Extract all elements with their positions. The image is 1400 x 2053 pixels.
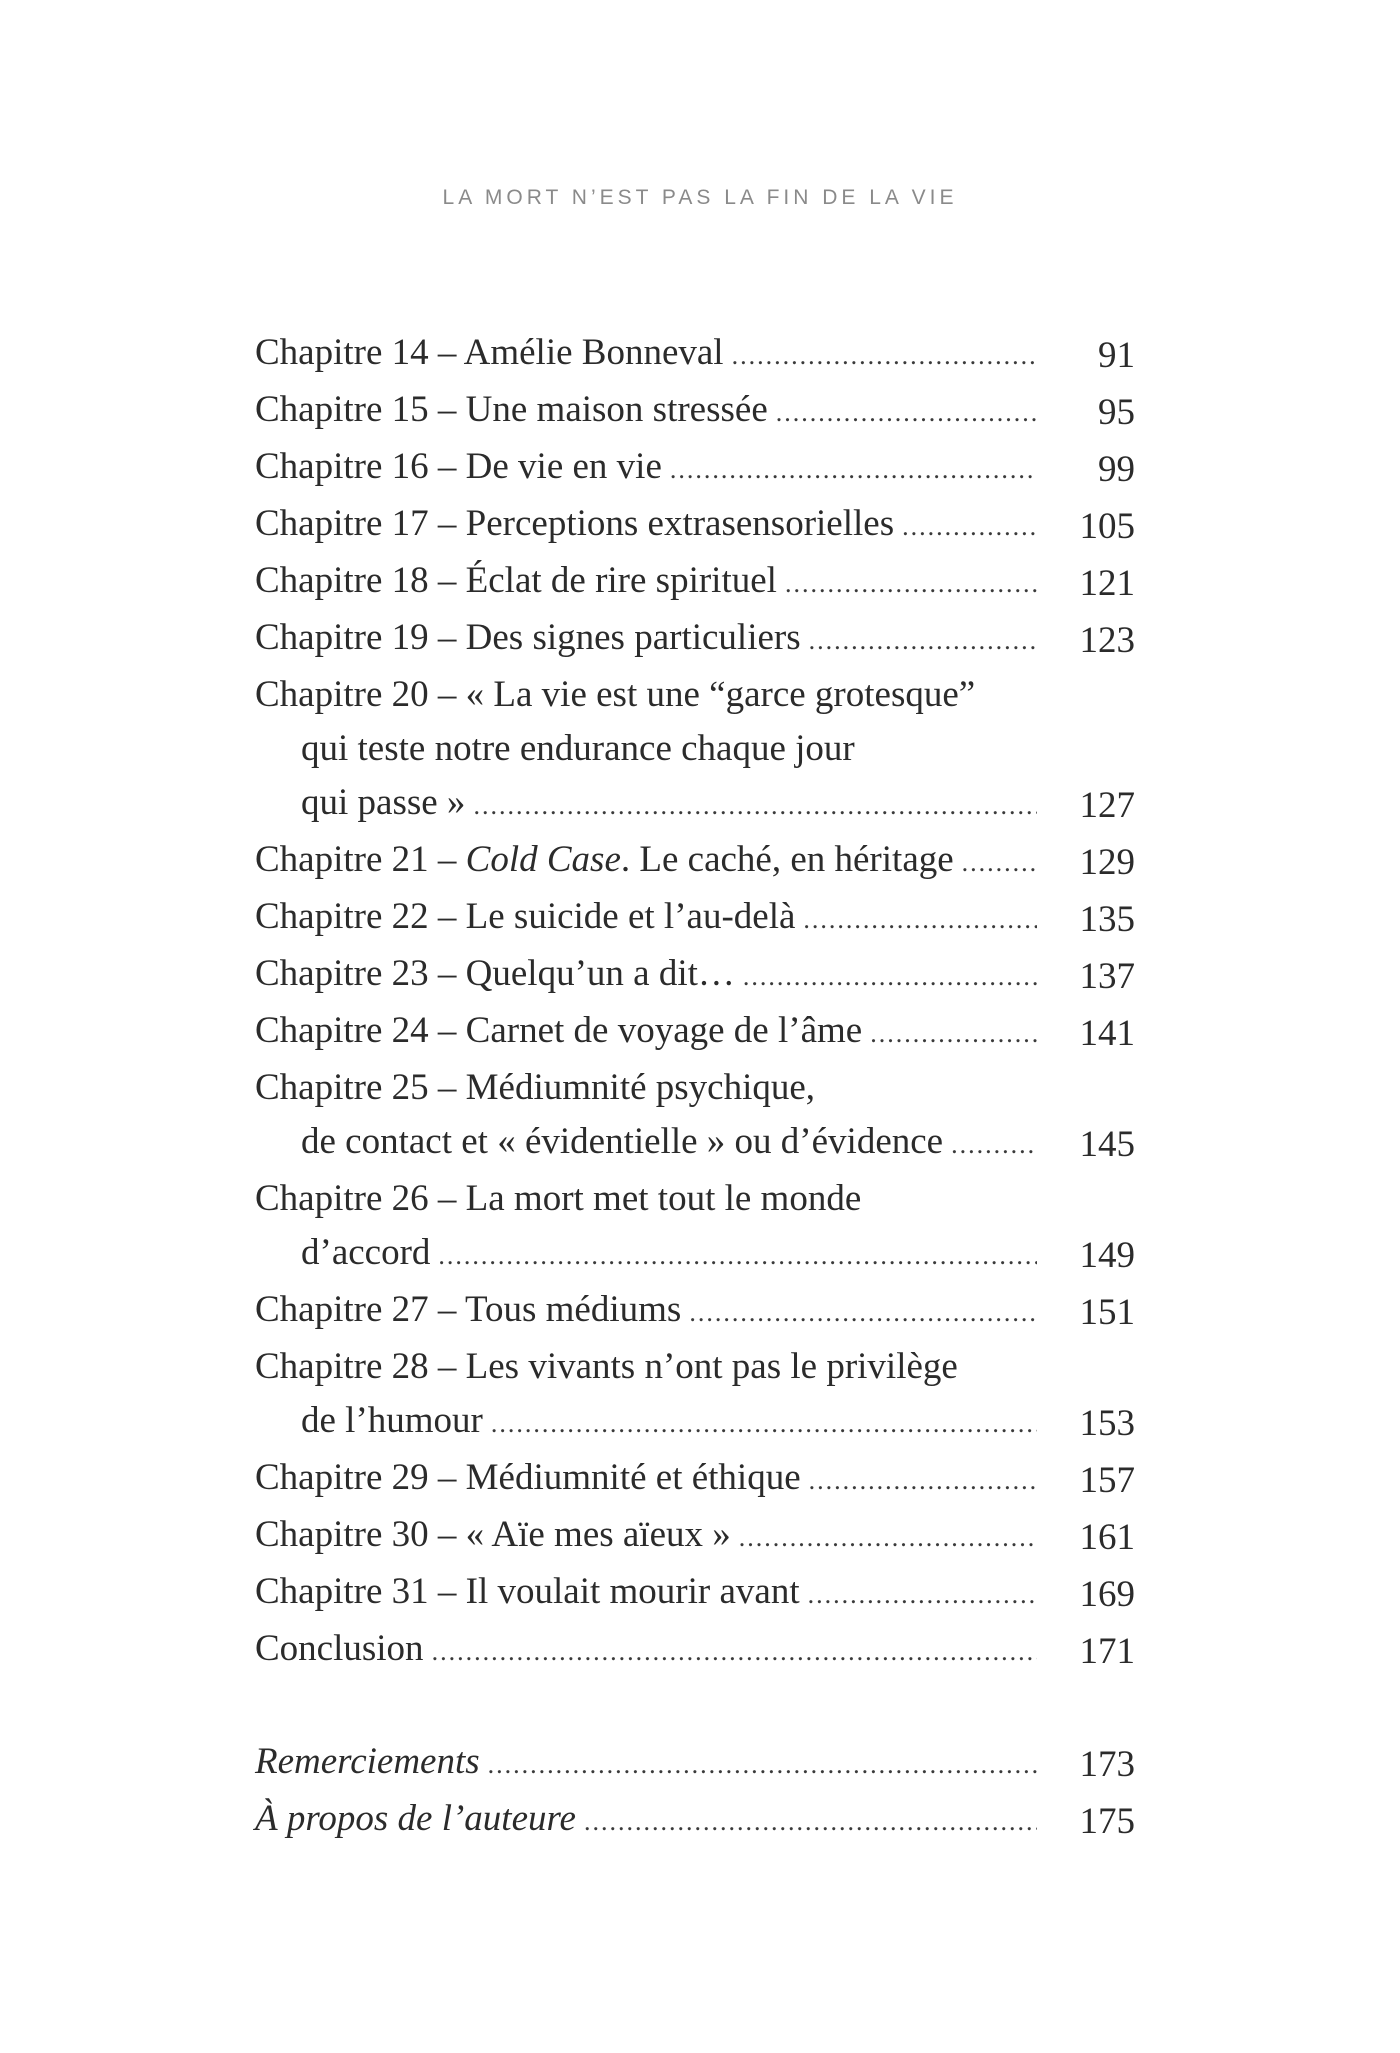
dot-leader — [809, 614, 1037, 668]
toc-entry-chapter-25[interactable] — [255, 1061, 1135, 1172]
dot-leader — [432, 1625, 1037, 1679]
toc-entry-chapter-26[interactable] — [255, 1172, 1135, 1283]
toc-entry-chapter-31[interactable] — [255, 1565, 1135, 1622]
toc-entry-label: Remerciements — [255, 1741, 480, 1782]
toc-entry-label-continued: d’accord — [301, 1232, 431, 1273]
dot-leader — [902, 500, 1037, 554]
toc-page-number: 95 — [1098, 392, 1135, 433]
toc-page-number: 129 — [1079, 842, 1135, 883]
toc-entry-label: Chapitre 16 – De vie en vie — [255, 446, 662, 487]
toc-entry-chapter-15[interactable] — [255, 383, 1135, 440]
toc-page-number: 99 — [1098, 449, 1135, 490]
toc-page-number: 127 — [1079, 785, 1135, 826]
dot-leader — [670, 443, 1037, 497]
dot-leader — [438, 1229, 1037, 1283]
toc-page-number: 91 — [1098, 335, 1135, 376]
toc-entry-label: Conclusion — [255, 1628, 424, 1669]
toc-page-number: 173 — [1079, 1744, 1135, 1785]
toc-entry-chapter-16[interactable] — [255, 440, 1135, 497]
toc-entry-label: Chapitre 18 – Éclat de rire spirituel — [255, 560, 777, 601]
dot-leader — [870, 1007, 1037, 1061]
toc-entry-chapter-27[interactable] — [255, 1283, 1135, 1340]
toc-entry-label: Chapitre 24 – Carnet de voyage de l’âme — [255, 1010, 863, 1051]
toc-entry-chapter-30[interactable] — [255, 1508, 1135, 1565]
toc-entry-label-continued: de l’humour — [301, 1400, 483, 1441]
toc-entry-chapter-19[interactable] — [255, 611, 1135, 668]
dot-leader — [809, 1454, 1037, 1508]
toc-entry-label: Chapitre 22 – Le suicide et l’au-delà — [255, 896, 796, 937]
dot-leader — [743, 950, 1037, 1004]
toc-page-number: 135 — [1079, 899, 1135, 940]
toc-entry-label-suffix: . Le caché, en héritage — [620, 839, 954, 880]
toc-entry-label: Chapitre 15 – Une maison stressée — [255, 389, 768, 430]
toc-entry-label-italic: Cold Case — [465, 839, 621, 880]
dot-leader — [689, 1286, 1037, 1340]
toc-entry-label: Chapitre 25 – Médiumnité psychique, — [255, 1067, 816, 1108]
toc-page-number: 141 — [1079, 1013, 1135, 1054]
toc-entry-label-continued: de contact et « évidentielle » ou d’évidence — [301, 1121, 944, 1162]
toc-entry-label: À propos de l’auteure — [255, 1798, 576, 1839]
dot-leader — [962, 836, 1037, 890]
toc-entry-label: Chapitre 23 – Quelqu’un a dit… — [255, 953, 735, 994]
toc-page-number: 153 — [1079, 1403, 1135, 1444]
section-gap — [255, 1679, 1135, 1735]
toc-entry-label: Chapitre 30 – « Aïe mes aïeux » — [255, 1514, 731, 1555]
dot-leader — [584, 1795, 1037, 1849]
dot-leader — [739, 1511, 1037, 1565]
dot-leader — [803, 893, 1037, 947]
toc-entry-chapter-23[interactable] — [255, 947, 1135, 1004]
toc-entry-chapter-24[interactable] — [255, 1004, 1135, 1061]
toc-entry-label: Chapitre 26 – La mort met tout le monde — [255, 1178, 862, 1219]
table-of-contents — [255, 326, 1135, 1849]
toc-entry-chapter-21[interactable] — [255, 833, 1135, 890]
dot-leader — [473, 779, 1037, 833]
toc-entry-chapter-29[interactable] — [255, 1451, 1135, 1508]
toc-entry-chapter-28[interactable] — [255, 1340, 1135, 1451]
running-head: LA MORT N’EST PAS LA FIN DE LA VIE — [442, 186, 958, 209]
toc-page-number: 171 — [1079, 1631, 1135, 1672]
toc-entry-chapter-17[interactable] — [255, 497, 1135, 554]
dot-leader — [808, 1568, 1037, 1622]
toc-page-number: 157 — [1079, 1460, 1135, 1501]
toc-entry-label: Chapitre 19 – Des signes particuliers — [255, 617, 801, 658]
toc-page-number: 161 — [1079, 1517, 1135, 1558]
toc-page-number: 105 — [1079, 506, 1135, 547]
toc-entry-label: Chapitre 29 – Médiumnité et éthique — [255, 1457, 801, 1498]
toc-page-number: 137 — [1079, 956, 1135, 997]
toc-page-number: 123 — [1079, 620, 1135, 661]
toc-entry-label: Chapitre 20 – « La vie est une “garce grotesque” — [255, 674, 976, 715]
toc-entry-label: Chapitre 17 – Perceptions extrasensorielles — [255, 503, 895, 544]
toc-entry-label-prefix: Chapitre 21 – — [255, 839, 466, 880]
toc-entry-conclusion[interactable] — [255, 1622, 1135, 1679]
toc-entry-chapter-20[interactable] — [255, 668, 1135, 833]
toc-entry-remerciements[interactable] — [255, 1735, 1135, 1792]
toc-page-number: 151 — [1079, 1292, 1135, 1333]
dot-leader — [491, 1397, 1037, 1451]
dot-leader — [732, 329, 1037, 383]
toc-page-number: 121 — [1079, 563, 1135, 604]
dot-leader — [951, 1118, 1037, 1172]
toc-entry-label-continued: qui teste notre endurance chaque jour — [301, 728, 855, 769]
toc-page-number: 169 — [1079, 1574, 1135, 1615]
dot-leader — [488, 1738, 1037, 1792]
toc-entry-a-propos[interactable] — [255, 1792, 1135, 1849]
toc-entry-label: Chapitre 28 – Les vivants n’ont pas le privilège — [255, 1346, 958, 1387]
toc-entry-label-continued: qui passe » — [301, 782, 466, 823]
toc-page-number: 149 — [1079, 1235, 1135, 1276]
toc-page-number: 175 — [1079, 1801, 1135, 1842]
toc-entry-chapter-22[interactable] — [255, 890, 1135, 947]
dot-leader — [785, 557, 1037, 611]
toc-entry-label — [255, 833, 954, 887]
toc-entry-label: Chapitre 14 – Amélie Bonneval — [255, 332, 724, 373]
dot-leader — [776, 386, 1037, 440]
toc-entry-label: Chapitre 31 – Il voulait mourir avant — [255, 1571, 800, 1612]
toc-entry-chapter-14[interactable] — [255, 326, 1135, 383]
toc-entry-chapter-18[interactable] — [255, 554, 1135, 611]
toc-entry-label: Chapitre 27 – Tous médiums — [255, 1289, 682, 1330]
toc-page-number: 145 — [1079, 1124, 1135, 1165]
